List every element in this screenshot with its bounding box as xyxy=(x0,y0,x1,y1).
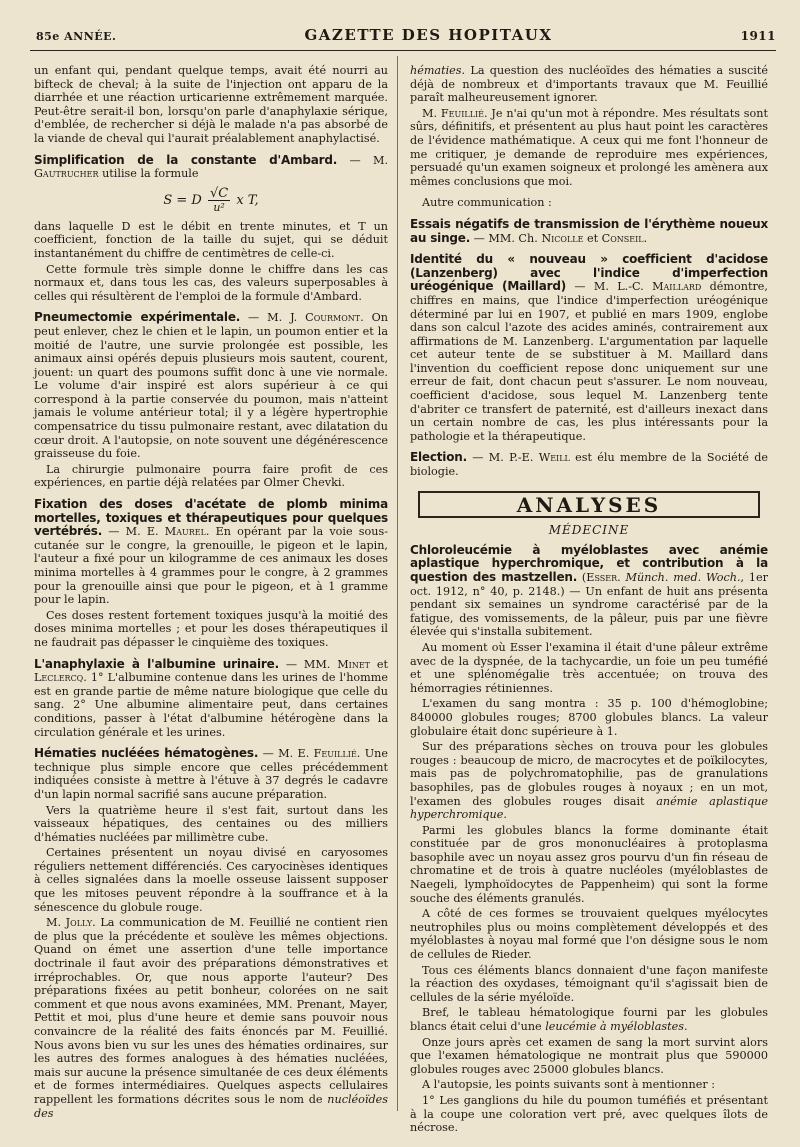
text-span: . La question des nucléoïdes des hématies a suscité déjà de nombreux et d'importants travaux que M. Feuillié paraît malheureusement ignorer. xyxy=(410,64,768,105)
article-chloroleucemie xyxy=(410,544,768,1135)
section-title: Essais négatifs de transmission de l'érythème noueux au singe. xyxy=(410,216,768,245)
author-name: Feuillié xyxy=(313,747,357,761)
author-name: Weill xyxy=(538,451,570,465)
text-span: Bref, le tableau hématologique fourni par les globules blancs était celui d'une xyxy=(410,1006,768,1033)
page-number: 1911 xyxy=(740,29,776,43)
text-span: . Une technique plus simple encore que celles précédemment indiquées consiste à mettre à l'étuve à 37 degrés le cadavre d'un lapin normal sacrifié sans aucune préparation. xyxy=(34,747,388,801)
section-title: L'anaphylaxie à l'albumine urinaire. xyxy=(34,656,279,671)
section-title: Hématies nucléées hématogènes. xyxy=(34,746,259,761)
subsection-title: MÉDECINE xyxy=(548,523,630,538)
text-span: — Un enfant de huit ans présenta pendant six semaines un syndrome caractérisé par de la fatigue, des vomissements, de la pâleur, puis par une fièvre élevée qui s'installa subitement. xyxy=(410,584,768,639)
paragraph xyxy=(410,740,768,822)
text-span: — MM. xyxy=(278,657,338,671)
text-span: . En opérant par la voie sous-cutanée sur le congre, la grenouille, le pigeon et le lapin, l'auteur a fixé pour un kilogramme de ces animaux les doses minima mortelles à 4 grammes pour le congre, à 2 grammes pour la grenouille ainsi que pour le pigeon, et à 1 gramme pour le lapin. xyxy=(34,525,388,607)
text-span: ( xyxy=(577,571,587,584)
paragraph xyxy=(34,916,388,1120)
author-name: Jolly xyxy=(65,916,93,930)
section-election xyxy=(410,451,768,478)
text-span: . On peut enlever, chez le chien et le lapin, un poumon entier et la moitié de l'autre, une survie prolongée est possible, les animaux ainsi opérés depuis plusieurs mois sautent, courent, jouent: un quart des poumons suffit donc à une vie normale. Le volume d'air inspiré est alors supérieur à ce qui correspond à la partie conservée du poumon, mais n'atteint jamais le volume antérieur total; il y a légère hypertrophie compensatrice du tissu pulmonaire restant, avec dilatation du cœur droit. A l'autopsie, on note souvent une dégénérescence graisseuse du foie. xyxy=(34,311,388,461)
section-paragraph xyxy=(410,218,768,245)
paragraph: dans laquelle D est le débit en trente minutes, et T un coefficient, fonction de la taille du sujet, qui se déduit instantanément du chiffre de centimètres de celle-ci. xyxy=(34,219,388,260)
formula-denominator: u² xyxy=(213,200,225,214)
paragraph: La chirurgie pulmonaire pourra faire profit de ces expériences, en partie déjà relatées par Olmer Chevki. xyxy=(34,462,388,490)
text-span: utilise la formule xyxy=(98,167,199,181)
text-span: . xyxy=(503,808,507,822)
text-span: — MM. Ch. xyxy=(470,231,542,245)
journal-name: Münch. med. Woch. xyxy=(625,571,741,584)
paragraph: Au moment où Esser l'examina il était d'une pâleur extrême avec de la dyspnée, de la tachycardie, un foie un peu tuméfié et une splénomégalie très accentuée; on trouva des hémorragies rétiniennes. xyxy=(410,640,768,695)
autre-communication: Autre communication : xyxy=(422,196,552,210)
author-name: Maillard xyxy=(652,280,702,294)
text-span: — M. xyxy=(337,153,389,167)
italic-span: nucléoïdes des xyxy=(34,1092,388,1120)
text-span: — M. J. xyxy=(240,311,306,325)
text-span: M. xyxy=(46,916,66,930)
section-paragraph xyxy=(34,311,388,461)
section-title: Pneumectomie expérimentale. xyxy=(34,310,241,325)
column-divider xyxy=(397,56,398,1111)
text-span: , 1er oct. 1912, n° 40, p. 2148.) xyxy=(410,571,768,598)
ambard-formula xyxy=(34,187,388,214)
text-span: . xyxy=(617,571,626,584)
author-name: Courmont xyxy=(305,311,361,325)
paragraph xyxy=(410,107,768,189)
formula-fraction xyxy=(208,187,230,214)
paragraph: Ces doses restent fortement toxiques jusqu'à la moitié des doses minima mortelles ; et pour les doses thérapeutiques il ne faudrait pas dépasser le cinquième des toxiques. xyxy=(34,608,388,649)
left-column xyxy=(34,64,389,1120)
section-title: Fixation des doses d'acétate de plomb minima mortelles, toxiques et thérapeutiques pour quelques vertébrés. xyxy=(34,497,388,539)
formula-numerator: √C xyxy=(209,185,229,201)
section-acidose xyxy=(410,253,768,443)
paragraph: A côté de ces formes se trouvaient quelques myélocytes neutrophiles plus ou moins complètement développés et des myéloblastes à noyau mal formé que l'on désigne sous le nom de cellules de Rieder. xyxy=(410,907,768,962)
text-span: . Je n'ai qu'un mot à répondre. Mes résultats sont sûrs, définitifs, et présentent au plus haut point les caractères de l'évidence mathématique. A ceux qui me font l'honneur de me critiquer, je demande de reproduire mes expériences, persuadé qu'un examen soigneux et prolongé les amènera aux mêmes conclusions que moi. xyxy=(410,106,768,188)
section-title: Election. xyxy=(410,450,467,465)
section-hematies xyxy=(34,747,388,1120)
paragraph: Certaines présentent un noyau divisé en caryosomes réguliers nettement différenciés. Ces caryocinèses identiques à celles signalées dans la moelle osseuse laissent supposer que les mitoses peuvent répondre à la souffrance et à la sénescence du globule rouge. xyxy=(34,846,388,914)
text-span: et xyxy=(583,231,602,245)
text-span: — M. E. xyxy=(258,747,314,761)
header-rule xyxy=(30,50,776,51)
author-name: Feuillié xyxy=(440,106,485,120)
text-span: est élu membre de la Société de biologie. xyxy=(410,451,768,479)
year-label: 85e ANNÉE. xyxy=(36,30,117,43)
text-span: . La communication de M. Feuillié ne contient rien de plus que la précédente et soulève les mêmes objections. Quand on émet une assertion d'une telle importance doctrinale il faut avoir des préparations démonstratives et irréprochables. Or, que nous apporte l'auteur? Des préparations fixées au petit bonheur, colorées on ne sait comment et que nous avons examinées, MM. Prenant, Mayer, Pettit et moi, plus d'une heure et demie sans pouvoir nous convaincre de la réalité des faits énoncés par M. Feuillié. Nous avons bien vu sur les unes des hématies ordinaires, sur les autres des formes analogues à des hématies nucléées, mais sur aucune la présence simultanée de ces deux éléments et de formes intermédiaires. Quelques aspects cellulaires rappellent les formations décrites sous le nom de xyxy=(34,916,388,1106)
author-name: Leclercq xyxy=(34,671,84,685)
author-name: Esser xyxy=(586,571,618,584)
paragraph: Onze jours après cet examen de sang la mort survint alors que l'examen hématologique ne montrait plus que 590000 globules rouges avec 25000 globules blancs. xyxy=(410,1035,768,1076)
italic-span: anémie aplastique hyperchromique xyxy=(410,794,769,822)
paragraph: Vers la quatrième heure il s'est fait, surtout dans les vaisseaux hépatiques, des centaines ou des milliers d'hématies nucléées par millimètre cube. xyxy=(34,803,388,844)
section-paragraph xyxy=(410,253,768,443)
section-title: Simplification de la constante d'Ambard. xyxy=(34,152,338,167)
italic-span: hématies xyxy=(410,64,462,77)
author-name: Nicolle xyxy=(541,231,584,245)
intro-paragraph: un enfant qui, pendant quelque temps, avait été nourri au bifteck de cheval; à la suite de l'injection ont apparu de la diarrhée et une réaction urticarienne extrêmement marquée. Peut-être serait-il bon, lorsqu'on parle d'anaphylaxie sérique, d'emblée, de rechercher si déjà le malade n'a pas absorbé de la viande de cheval qui l'aurait préalablement anaphylactisé. xyxy=(34,64,388,145)
italic-span: leucémie à myéloblastes xyxy=(545,1020,684,1033)
paragraph: Tous ces éléments blancs donnaient d'une façon manifeste la réaction des oxydases, témoignant qu'il s'agissait bien de cellules de la série myéloïde. xyxy=(410,963,768,1004)
section-paragraph xyxy=(34,658,388,740)
section-paragraph xyxy=(34,747,388,801)
running-head xyxy=(36,26,776,48)
right-column xyxy=(410,64,769,1135)
text-span: — M. E. xyxy=(102,525,165,539)
paragraph: L'examen du sang montra : 35 p. 100 d'hémoglobine; 840000 globules rouges; 8700 globules blancs. La valeur globulaire était donc supérieure à 1. xyxy=(410,697,768,738)
section-paragraph xyxy=(410,451,768,478)
text-span: . xyxy=(684,1020,688,1033)
section-anaphylaxie xyxy=(34,658,388,740)
author-name: Gautrucher xyxy=(34,167,99,181)
author-name: Minet xyxy=(337,657,370,671)
article-title: Chloroleucémie à myéloblastes avec anémie aplastique hyperchromique, et contribution à la question des mastzellen. xyxy=(410,542,768,584)
text-span: Sur des préparations sèches on trouva pour les globules rouges : beaucoup de micro, de macrocytes et de poïkilocytes, mais pas de polychromatophilie, pas de granulations basophiles, pas de globules rouges à noyaux ; en un mot, l'examen des globules rouges disait xyxy=(410,740,768,808)
journal-title: GAZETTE DES HOPITAUX xyxy=(304,26,553,44)
paragraph: 1° Les ganglions du hile du poumon tuméfiés et présentant à la coupe une coloration vert pré, avec quelques îlots de nécrose. xyxy=(410,1093,768,1135)
analyses-banner: ANALYSES xyxy=(418,491,760,519)
text-span: — M. P.-E. xyxy=(466,451,539,465)
paragraph: A l'autopsie, les points suivants sont à mentionner : xyxy=(422,1078,715,1092)
section-ambard xyxy=(34,154,388,304)
section-title: Identité du « nouveau » coefficient d'acidose (Lanzenberg) avec l'indice d'imperfection uréogénique (Maillard) xyxy=(410,252,768,294)
paragraph xyxy=(410,64,768,105)
article-lead xyxy=(410,544,768,639)
formula-rhs: x T, xyxy=(236,192,259,208)
section-paragraph xyxy=(34,154,388,181)
formula-lhs: S = D xyxy=(163,192,202,208)
section-paragraph xyxy=(34,498,388,607)
author-name: Conseil xyxy=(601,231,644,245)
text-span: et xyxy=(370,657,388,671)
author-name: Maurel xyxy=(164,525,206,539)
text-span: démontre, chiffres en mains, que l'indice d'imperfection uréogénique déterminé par lui en 1907, et publié en mars 1909, englobe dans son calcul l'azote des acides aminés, contrairement aux affirmations de M. Lanzenberg. L'argumentation par laquelle cet auteur tente de se substituer à M. Maillard dans l'invention du coefficient repose donc uniquement sur une erreur de fait, dont chacun peut s'assurer. Le nom nouveau, coefficient d'acidose, sous lequel M. Lanzenberg tente d'abriter ce transfert de paternité, est d'ailleurs inexact dans un certain nombre de cas, les plus intéressants pour la pathologie et la thérapeutique. xyxy=(410,280,768,443)
text-span: M. xyxy=(422,106,441,120)
paragraph xyxy=(410,1006,768,1033)
text-span: . xyxy=(643,231,648,245)
text-span: — M. L.-C. xyxy=(566,280,653,294)
text-span: . 1° L'albumine contenue dans les urines de l'homme est en grande partie de même nature biologique que celle du sang. 2° Une albumine alimentaire peut, dans certaines conditions, passer à l'état d'albumine hétérogène dans la circulation générale et les urines. xyxy=(34,671,388,739)
section-pneumectomie xyxy=(34,311,388,490)
paragraph: Parmi les globules blancs la forme dominante était constituée par de gros mononucléaires à protoplasma basophile avec un noyau assez gros pourvu d'un fin réseau de chromatine et de trois à quatre nucléoles (myéloblastes de Naegeli, lymphoïdocytes de Pappenheim) qui sont la forme souche des éléments granulés. xyxy=(410,823,768,905)
section-plomb xyxy=(34,498,388,650)
paragraph: Cette formule très simple donne le chiffre dans les cas normaux et, dans tous les cas, des valeurs superposables à celles qui résultèrent de l'emploi de la formule d'Ambard. xyxy=(34,262,388,303)
section-erytheme xyxy=(410,218,768,245)
